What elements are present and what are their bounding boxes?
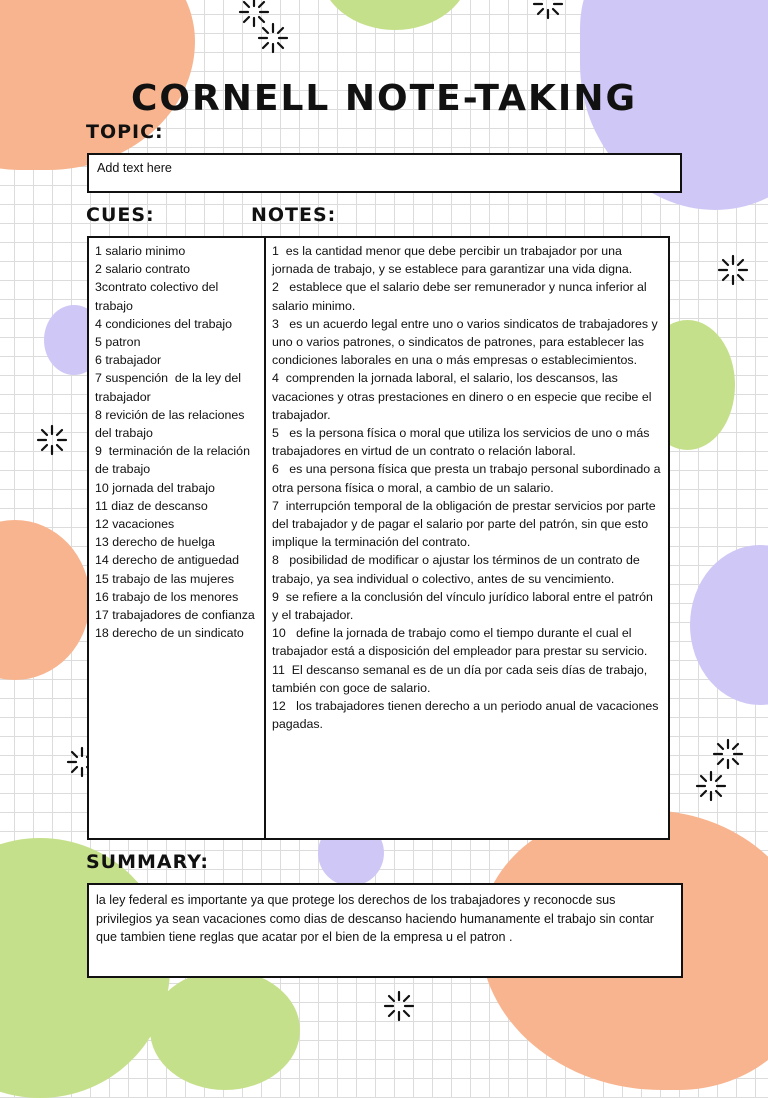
cue-item: 16 trabajo de los menores (95, 589, 239, 604)
note-item: 6 es una persona física que presta un trabajo personal subordinado a otra persona física o moral, a cambio de un salario. (272, 462, 664, 495)
sparkle-icon (712, 738, 744, 770)
cue-item: 7 suspención de la ley del trabajador (95, 371, 245, 404)
cue-item: 14 derecho de antiguedad (95, 553, 239, 568)
page-title: CORNELL NOTE-TAKING (131, 78, 637, 119)
note-item: 11 El descanso semanal es de un día por cada seis días de trabajo, también con goce de salario. (272, 662, 651, 695)
cue-item: 18 derecho de un sindicato (95, 626, 244, 641)
notes-column[interactable] (266, 238, 668, 838)
sparkle-icon (257, 22, 289, 54)
note-item: 2 establece que el salario debe ser remunerador y nunca inferior al salario minimo. (272, 280, 651, 313)
note-item: 7 interrupción temporal de la obligación de prestar servicios por parte del trabajador y de pagar el salario por parte del patrón, sin que esto implique la terminación del contrato. (272, 498, 660, 550)
cue-item: 5 patron (95, 335, 141, 350)
cue-item: 3contrato colectivo del trabajo (95, 280, 222, 313)
sparkle-icon (695, 770, 727, 802)
note-item: 4 comprenden la jornada laboral, el salario, los descansos, las vacaciones y otras prestaciones en dinero o en especie que recibe el trabajador. (272, 371, 655, 422)
summary-label: SUMMARY: (86, 851, 209, 873)
cue-item: 6 trabajador (95, 353, 162, 368)
cues-label: CUES: (86, 204, 155, 226)
cues-column[interactable] (89, 238, 266, 838)
cue-item: 15 trabajo de las mujeres (95, 571, 235, 586)
cue-item: 8 revición de las relaciones del trabajo (95, 407, 248, 441)
cue-item: 9 terminación de la relación de trabajo (95, 444, 254, 477)
green-blob-bottom (150, 970, 300, 1090)
note-item: 10 define la jornada de trabajo como el tiempo durante el cual el trabajador está a disposición del empleador para prestar su servicio. (272, 626, 648, 659)
note-item: 9 se refiere a la conclusión del vínculo jurídico laboral entre el patrón y el trabajador. (272, 589, 657, 623)
cue-item: 11 diaz de descanso (95, 498, 208, 513)
topic-field[interactable]: Add text here (87, 153, 682, 193)
cue-item: 1 salario minimo (95, 244, 186, 258)
summary-field[interactable]: la ley federal es importante ya que protege los derechos de los trabajadores y reconocde sus privilegios ya sean vacaciones como dias de descanso haciendo humanamente el trabajo sin contar que tambien tiene reglas que acatar por el bien de la empresa u el patron . (87, 883, 683, 978)
note-item: 8 posibilidad de modificar o ajustar los términos de un contrato de trabajo, ya sea individual o colectivo, antes de su vencimiento. (272, 553, 644, 586)
sparkle-icon (36, 424, 68, 456)
cue-item: 2 salario contrato (95, 262, 191, 277)
notes-label: NOTES: (251, 204, 337, 226)
sparkle-icon (383, 990, 415, 1022)
sparkle-icon (532, 0, 564, 20)
cue-item: 13 derecho de huelga (95, 535, 215, 550)
note-item: 5 es la persona física o moral que utiliza los servicios de uno o más trabajadores en virtud de un contrato o relación laboral. (272, 426, 653, 459)
cue-item: 12 vacaciones (95, 517, 175, 532)
cue-item: 17 trabajadores de confianza (95, 608, 255, 623)
note-item: 1 es la cantidad menor que debe percibir un trabajador por una jornada de trabajo, y se establece para garantizar una vida digna. (272, 244, 633, 277)
topic-label: TOPIC: (86, 121, 164, 143)
note-item: 12 los trabajadores tienen derecho a un periodo anual de vacaciones pagadas. (272, 699, 662, 732)
orange-blob-left (0, 520, 90, 680)
sparkle-icon (717, 254, 749, 286)
green-blob-top (320, 0, 470, 30)
cue-item: 10 jornada del trabajo (95, 480, 215, 495)
note-item: 3 es un acuerdo legal entre uno o varios sindicatos de trabajadores y uno o varios patrones, o sindicatos de patrones, para establecer las condiciones laborales en una o más empresas o establecimientos. (272, 316, 662, 368)
cornell-notes-table (87, 236, 670, 840)
purple-blob-right (690, 545, 768, 705)
cue-item: 4 condiciones del trabajo (95, 316, 233, 331)
